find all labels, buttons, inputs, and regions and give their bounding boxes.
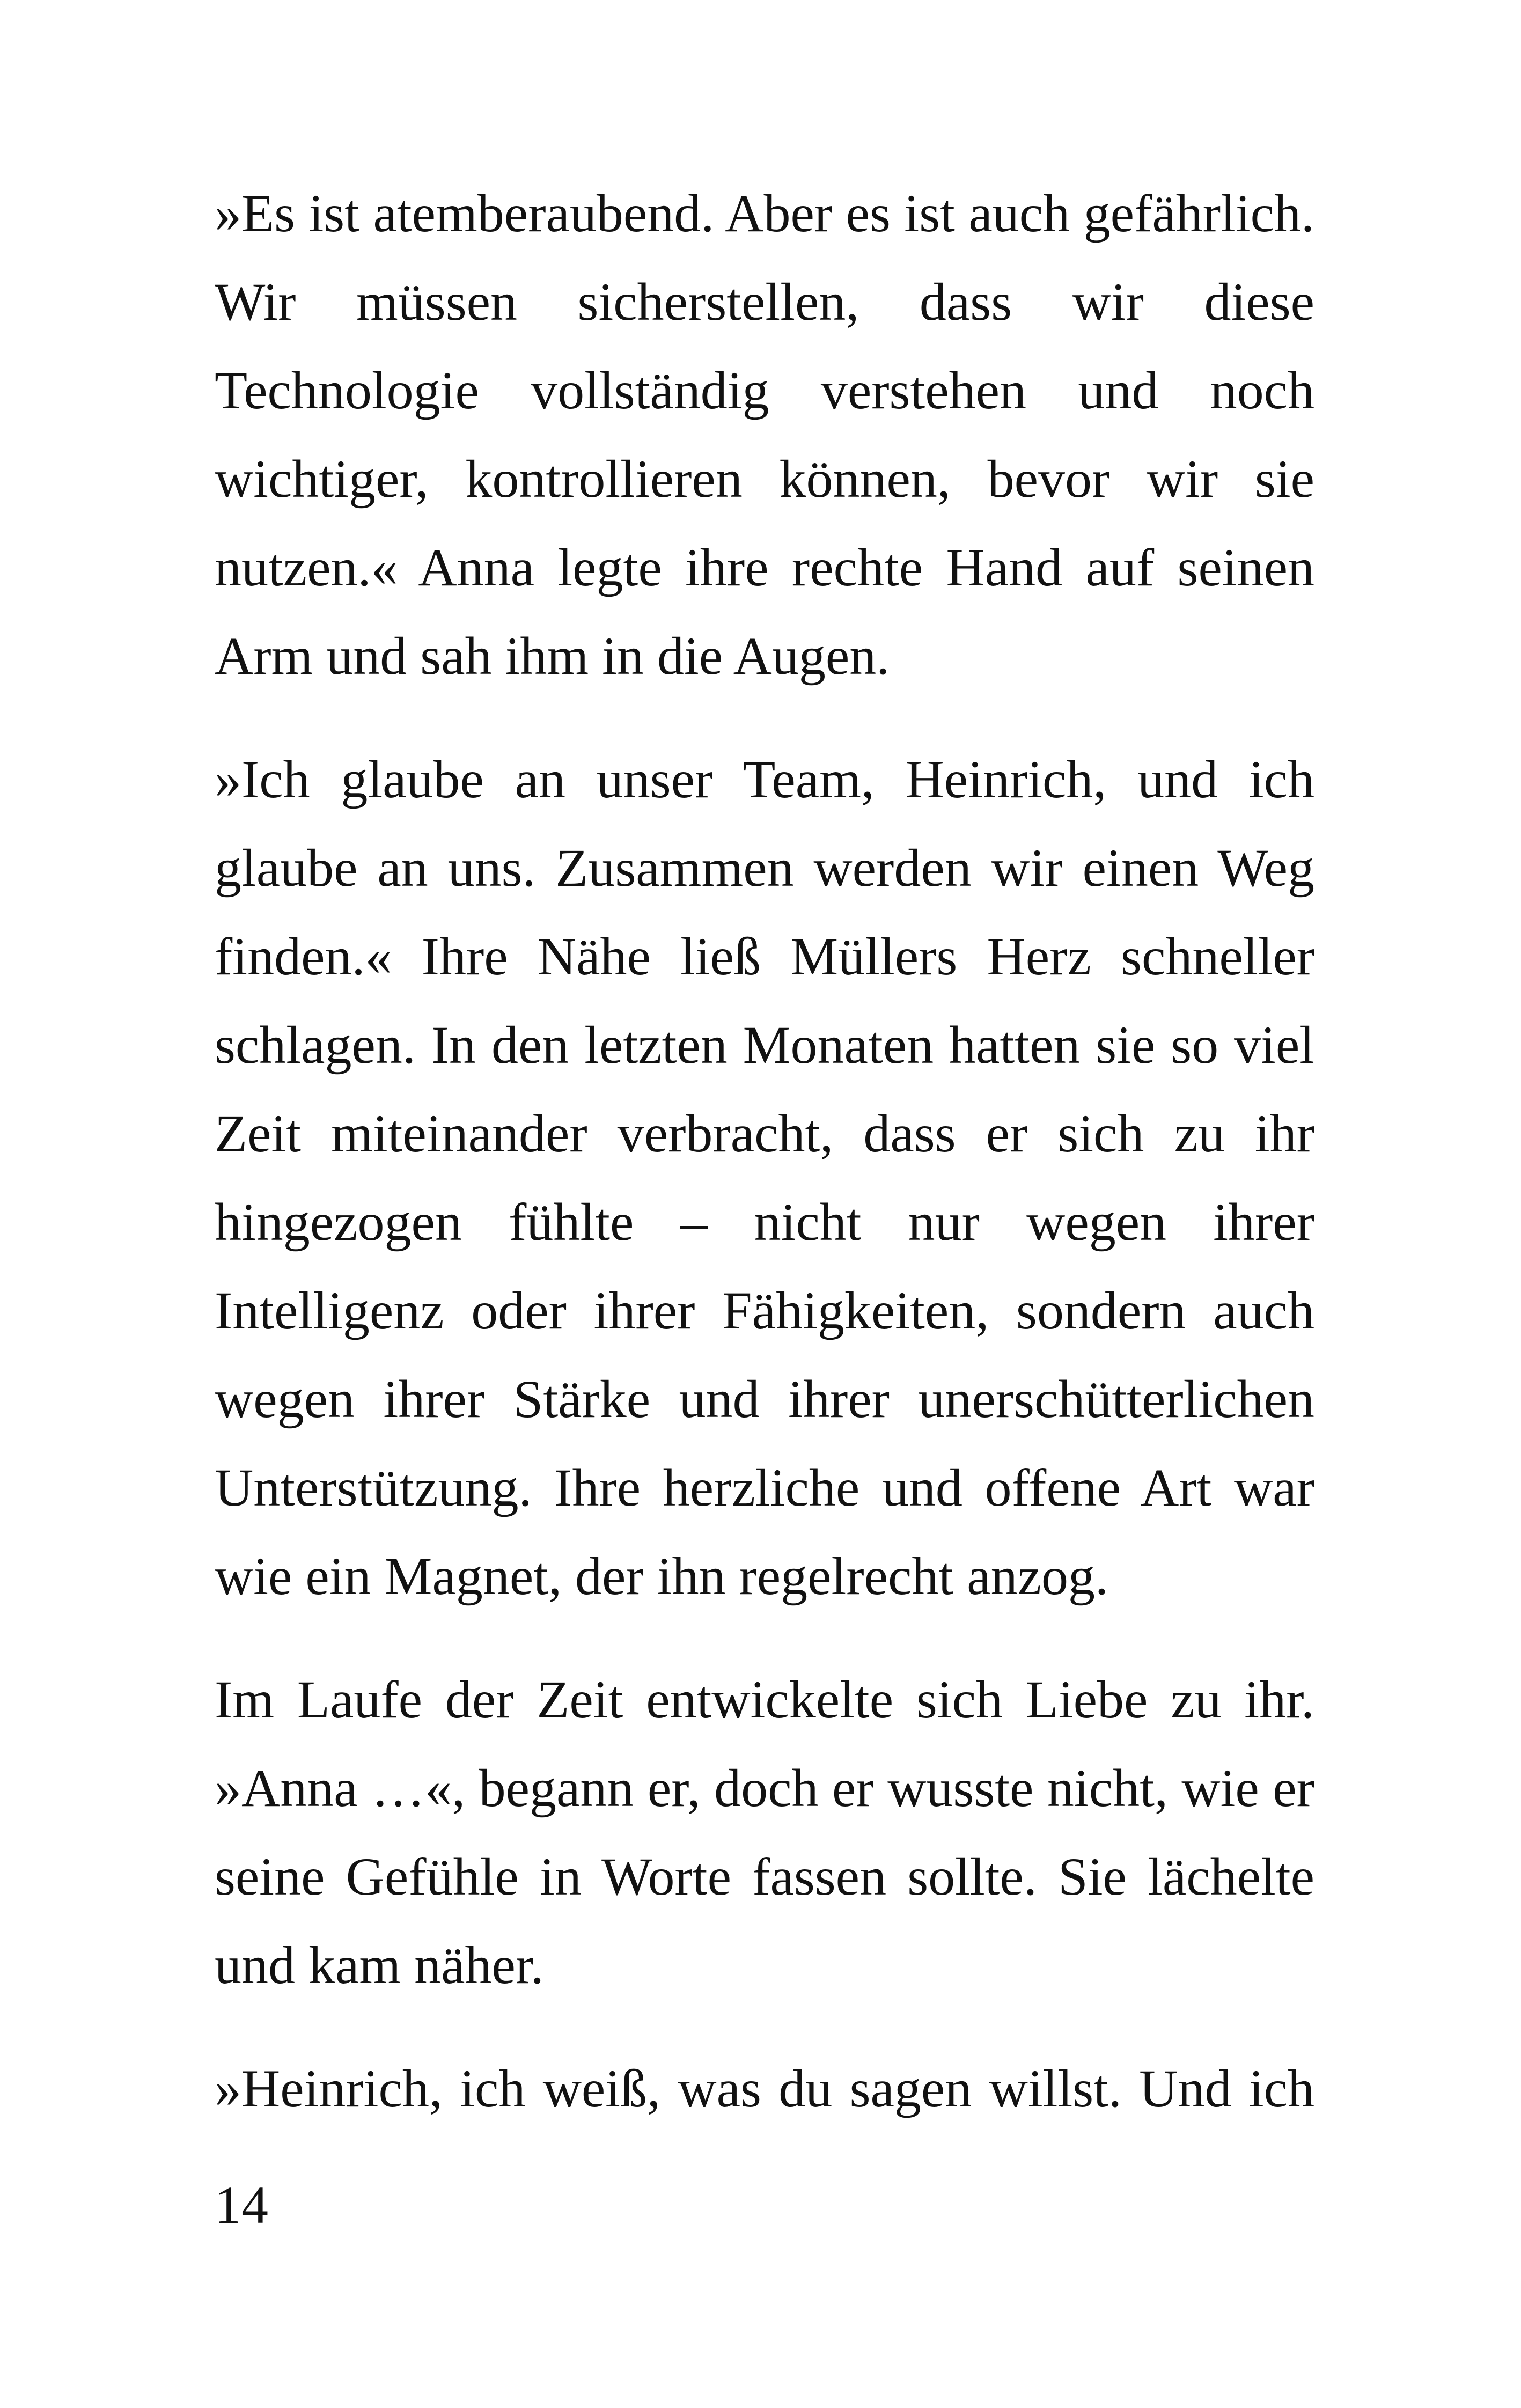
paragraph-3: Im Laufe der Zeit entwickelte sich Liebe zu ihr. »Anna …«, begann er, doch er wusste nicht, wie er seine Gefühle in Worte fassen sollte. Sie lächelte und kam näher. bbox=[215, 1670, 1314, 1995]
paragraph-4: »Heinrich, ich weiß, was du sagen willst. Und ich bbox=[215, 2059, 1314, 2118]
page-number: 14 bbox=[215, 2175, 268, 2235]
paragraph-2: »Ich glaube an unser Team, Heinrich, und ich glaube an uns. Zusammen werden wir einen Weg finden.« Ihre Nähe ließ Müllers Herz schneller schlagen. In den letzten Monaten hatten sie so viel Zeit miteinander verbracht, dass er sich zu ihr hingezogen fühlte – nicht nur wegen ihrer Intelligenz oder ihrer Fähigkeiten, sondern auch wegen ihrer Stärke und ihrer unerschütterlichen Unterstützung. Ihre herzliche und offene Art war wie ein Magnet, der ihn regelrecht anzog. bbox=[215, 750, 1314, 1606]
body-text bbox=[215, 169, 1314, 2133]
paragraph-1: »Es ist atemberaubend. Aber es ist auch gefährlich. Wir müssen sicherstellen, dass wir diese Technologie vollständig verstehen und noch wichtiger, kontrollieren können, bevor wir sie nutzen.« Anna legte ihre rechte Hand auf seinen Arm und sah ihm in die Augen. bbox=[215, 183, 1314, 686]
